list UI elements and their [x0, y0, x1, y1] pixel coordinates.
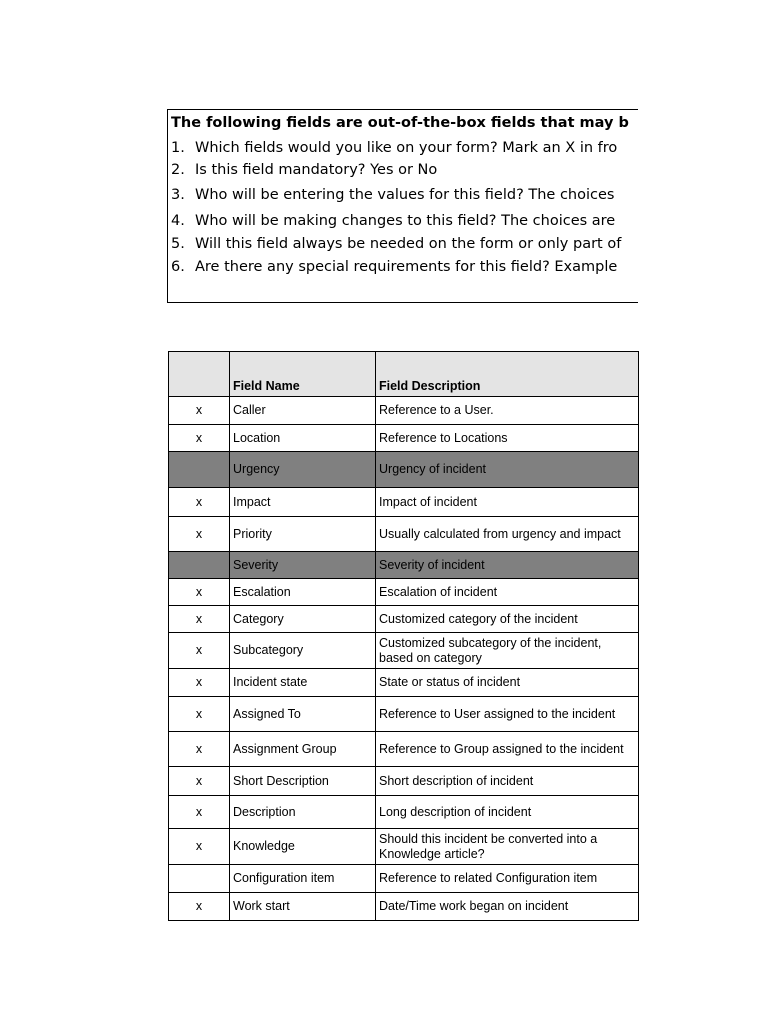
instruction-text: Who will be entering the values for this field? The choices	[195, 187, 615, 203]
field-name: Assigned To	[230, 697, 376, 732]
instruction-number: 4.	[171, 213, 185, 229]
selection-mark[interactable]: x	[169, 669, 230, 697]
field-description: Reference to related Configuration item	[376, 865, 639, 893]
field-description: Should this incident be converted into a Knowledge article?	[376, 829, 639, 865]
instruction-item-6	[171, 259, 617, 275]
table-row	[169, 732, 639, 767]
field-name: Location	[230, 425, 376, 452]
field-name: Description	[230, 796, 376, 829]
field-description: Reference to a User.	[376, 397, 639, 425]
field-description: Long description of incident	[376, 796, 639, 829]
instruction-item-2	[171, 162, 437, 178]
selection-mark[interactable]: x	[169, 633, 230, 669]
instruction-text: Will this field always be needed on the form or only part of	[195, 236, 622, 252]
table-row	[169, 697, 639, 732]
selection-mark[interactable]	[169, 552, 230, 579]
table-row	[169, 425, 639, 452]
field-description: Escalation of incident	[376, 579, 639, 606]
table-row	[169, 796, 639, 829]
field-description: Short description of incident	[376, 767, 639, 796]
instruction-text: Which fields would you like on your form? Mark an X in fro	[195, 140, 618, 156]
instruction-text: Are there any special requirements for this field? Example	[195, 259, 618, 275]
selection-mark[interactable]: x	[169, 425, 230, 452]
selection-mark[interactable]: x	[169, 488, 230, 517]
field-description: Reference to Locations	[376, 425, 639, 452]
selection-mark[interactable]: x	[169, 829, 230, 865]
table-row-shaded	[169, 552, 639, 579]
field-name: Escalation	[230, 579, 376, 606]
field-description: Usually calculated from urgency and impact	[376, 517, 639, 552]
field-description: Urgency of incident	[376, 452, 639, 488]
field-description: Impact of incident	[376, 488, 639, 517]
selection-mark[interactable]: x	[169, 767, 230, 796]
selection-mark[interactable]: x	[169, 732, 230, 767]
selection-mark[interactable]: x	[169, 697, 230, 732]
field-name: Work start	[230, 893, 376, 921]
table-row	[169, 517, 639, 552]
instructions-box	[167, 109, 638, 303]
header-field-name: Field Name	[230, 352, 376, 397]
field-description: Reference to User assigned to the incident	[376, 697, 639, 732]
instruction-item-5	[171, 236, 621, 252]
instruction-text: Is this field mandatory? Yes or No	[195, 162, 438, 178]
selection-mark[interactable]: x	[169, 397, 230, 425]
table-header-row	[169, 352, 639, 397]
table-row	[169, 488, 639, 517]
table-row	[169, 606, 639, 633]
field-description: Customized subcategory of the incident, based on category	[376, 633, 639, 669]
selection-mark[interactable]	[169, 865, 230, 893]
field-name: Configuration item	[230, 865, 376, 893]
field-name: Severity	[230, 552, 376, 579]
field-name: Assignment Group	[230, 732, 376, 767]
field-name: Urgency	[230, 452, 376, 488]
selection-mark[interactable]: x	[169, 606, 230, 633]
instruction-number: 5.	[171, 236, 185, 252]
table-row	[169, 893, 639, 921]
field-name: Knowledge	[230, 829, 376, 865]
instruction-item-4	[171, 213, 615, 229]
instruction-number: 6.	[171, 259, 185, 275]
table-row	[169, 767, 639, 796]
field-name: Caller	[230, 397, 376, 425]
field-description: State or status of incident	[376, 669, 639, 697]
table-row	[169, 633, 639, 669]
instruction-number: 2.	[171, 162, 185, 178]
field-name: Short Description	[230, 767, 376, 796]
selection-mark[interactable]: x	[169, 517, 230, 552]
fields-table	[168, 351, 639, 921]
instruction-text: Who will be making changes to this field? The choices are	[195, 213, 616, 229]
field-name: Impact	[230, 488, 376, 517]
selection-mark[interactable]: x	[169, 893, 230, 921]
table-row	[169, 669, 639, 697]
table-row	[169, 829, 639, 865]
instruction-number: 3.	[171, 187, 185, 203]
table-row	[169, 579, 639, 606]
field-description: Reference to Group assigned to the incident	[376, 732, 639, 767]
table-row	[169, 397, 639, 425]
selection-mark[interactable]	[169, 452, 230, 488]
field-description: Severity of incident	[376, 552, 639, 579]
field-name: Incident state	[230, 669, 376, 697]
field-name: Priority	[230, 517, 376, 552]
table-row	[169, 865, 639, 893]
instructions-title: The following fields are out-of-the-box fields that may b	[171, 115, 629, 131]
instruction-item-1	[171, 140, 617, 156]
field-name: Category	[230, 606, 376, 633]
instruction-number: 1.	[171, 140, 185, 156]
table-row-shaded	[169, 452, 639, 488]
header-field-description: Field Description	[376, 352, 639, 397]
selection-mark[interactable]: x	[169, 579, 230, 606]
header-mark-cell	[169, 352, 230, 397]
field-description: Customized category of the incident	[376, 606, 639, 633]
field-name: Subcategory	[230, 633, 376, 669]
field-description: Date/Time work began on incident	[376, 893, 639, 921]
instruction-item-3	[171, 187, 614, 203]
selection-mark[interactable]: x	[169, 796, 230, 829]
